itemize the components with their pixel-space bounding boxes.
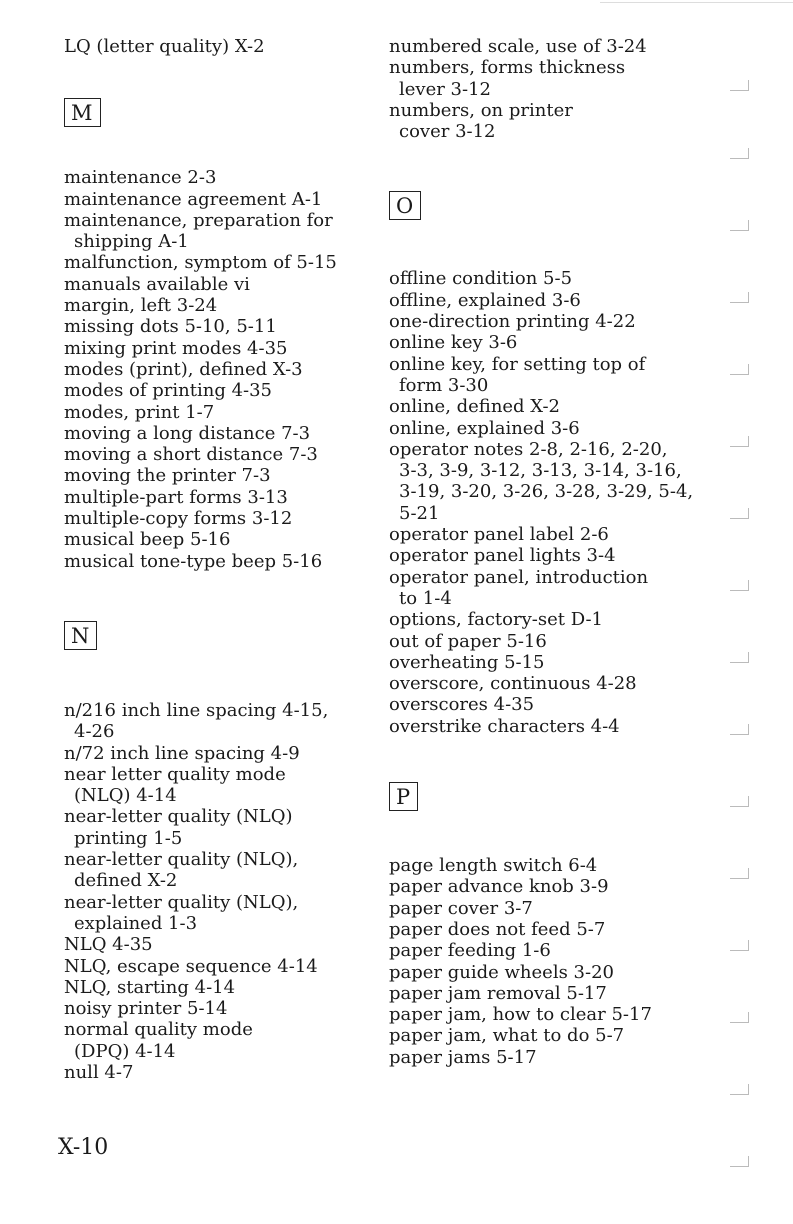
index-entry: numbers, on printer xyxy=(389,99,573,121)
index-entry: overstrike characters 4-4 xyxy=(389,715,620,737)
index-entry: page length switch 6-4 xyxy=(389,855,598,877)
section-heading-o: O xyxy=(389,191,421,220)
index-entry: paper feeding 1-6 xyxy=(389,940,551,962)
index-entry: margin, left 3-24 xyxy=(64,295,218,317)
right-column xyxy=(389,36,694,1068)
left-column xyxy=(64,36,364,1083)
index-entry: paper jams 5-17 xyxy=(389,1046,537,1068)
index-entry: near-letter quality (NLQ) xyxy=(64,806,293,828)
index-entry: overscores 4-35 xyxy=(389,694,535,716)
index-entry: maintenance, preparation for xyxy=(64,209,333,231)
index-entry: moving the printer 7-3 xyxy=(64,465,271,487)
index-entry: online key, for setting top of xyxy=(389,353,646,375)
index-entry-continuation: 3-3, 3-9, 3-12, 3-13, 3-14, 3-16, xyxy=(399,460,682,482)
index-entry: manuals available vi xyxy=(64,273,250,295)
index-entry: operator panel label 2-6 xyxy=(389,524,609,546)
index-entry: paper cover 3-7 xyxy=(389,897,533,919)
section-heading-m: M xyxy=(64,98,101,127)
index-entry-continuation: 4-26 xyxy=(74,721,115,743)
section-p-entries xyxy=(389,855,689,1068)
index-entry: mixing print modes 4-35 xyxy=(64,337,288,359)
index-entry: numbers, forms thickness xyxy=(389,57,626,79)
index-entry: musical tone-type beep 5-16 xyxy=(64,550,323,572)
index-entry: null 4-7 xyxy=(64,1061,134,1083)
index-entry: NLQ, escape sequence 4-14 xyxy=(64,955,318,977)
index-entry: maintenance 2-3 xyxy=(64,167,217,189)
index-entry-continuation: 3-19, 3-20, 3-26, 3-28, 3-29, 5-4, xyxy=(399,481,694,503)
page-edge-marks xyxy=(723,0,793,1224)
section-o-entries xyxy=(389,268,694,737)
index-entry: operator notes 2-8, 2-16, 2-20, xyxy=(389,438,668,460)
index-entry-continuation: 5-21 xyxy=(399,502,440,524)
index-entry: near-letter quality (NLQ), xyxy=(64,849,299,871)
index-entry-continuation: defined X-2 xyxy=(74,870,178,892)
index-entry: modes, print 1-7 xyxy=(64,401,215,423)
index-entry: normal quality mode xyxy=(64,1019,253,1041)
index-entry: numbered scale, use of 3-24 xyxy=(389,36,647,57)
index-entry: online, explained 3-6 xyxy=(389,417,580,439)
page-number: X-10 xyxy=(58,1135,109,1160)
index-entry-continuation: explained 1-3 xyxy=(74,912,198,934)
index-entry: moving a long distance 7-3 xyxy=(64,422,311,444)
section-n-continued xyxy=(389,36,689,142)
index-entry: n/72 inch line spacing 4-9 xyxy=(64,742,300,764)
index-entry: options, factory-set D-1 xyxy=(389,609,604,631)
index-entry: maintenance agreement A-1 xyxy=(64,188,323,210)
index-entry: moving a short distance 7-3 xyxy=(64,444,318,466)
section-o-heading-wrap xyxy=(389,142,689,268)
index-entry: operator panel, introduction xyxy=(389,566,649,588)
index-entry-continuation: printing 1-5 xyxy=(74,827,183,849)
index-entry: near-letter quality (NLQ), xyxy=(64,891,299,913)
index-entry-continuation: form 3-30 xyxy=(399,374,489,396)
index-entry: overscore, continuous 4-28 xyxy=(389,673,637,695)
index-entry: noisy printer 5-14 xyxy=(64,998,228,1020)
section-m-entries xyxy=(64,167,364,572)
index-entry: NLQ 4-35 xyxy=(64,934,153,956)
index-entry: paper jam, what to do 5-7 xyxy=(389,1025,625,1047)
index-entry: musical beep 5-16 xyxy=(64,529,231,551)
index-entry: paper guide wheels 3-20 xyxy=(389,961,614,983)
index-entry-continuation: (NLQ) 4-14 xyxy=(74,785,177,807)
index-entry-continuation: to 1-4 xyxy=(399,587,452,609)
index-entry: offline, explained 3-6 xyxy=(389,289,581,311)
section-n-entries xyxy=(64,700,364,1083)
index-entry: overheating 5-15 xyxy=(389,651,545,673)
index-entry: paper jam removal 5-17 xyxy=(389,982,607,1004)
index-entry: multiple-part forms 3-13 xyxy=(64,486,288,508)
index-entry: offline condition 5-5 xyxy=(389,268,573,290)
index-entry: multiple-copy forms 3-12 xyxy=(64,508,293,530)
index-entry: paper advance knob 3-9 xyxy=(389,876,609,898)
section-n-heading-wrap xyxy=(64,572,364,700)
index-entry: missing dots 5-10, 5-11 xyxy=(64,316,277,338)
index-entry: n/216 inch line spacing 4-15, xyxy=(64,699,329,721)
index-entry: online, defined X-2 xyxy=(389,396,561,418)
index-entry: out of paper 5-16 xyxy=(389,630,547,652)
index-entry-continuation: cover 3-12 xyxy=(399,121,496,143)
section-p-heading-wrap xyxy=(389,737,689,855)
index-entry: LQ (letter quality) X-2 xyxy=(64,36,265,57)
index-entry: modes (print), defined X-3 xyxy=(64,358,303,380)
section-m-heading-wrap xyxy=(64,57,364,167)
index-entry: one-direction printing 4-22 xyxy=(389,311,636,333)
index-entry: operator panel lights 3-4 xyxy=(389,545,616,567)
index-entry: paper does not feed 5-7 xyxy=(389,918,606,940)
index-entry: paper jam, how to clear 5-17 xyxy=(389,1004,652,1026)
index-entry-continuation: shipping A-1 xyxy=(74,231,189,253)
section-heading-n: N xyxy=(64,621,97,650)
index-entry-continuation: lever 3-12 xyxy=(399,78,491,100)
index-entry: malfunction, symptom of 5-15 xyxy=(64,252,337,274)
section-heading-p: P xyxy=(389,782,418,811)
index-entry: modes of printing 4-35 xyxy=(64,380,273,402)
index-entry: near letter quality mode xyxy=(64,763,286,785)
index-entry: online key 3-6 xyxy=(389,332,518,354)
index-entry-continuation: (DPQ) 4-14 xyxy=(74,1040,176,1062)
index-entry: NLQ, starting 4-14 xyxy=(64,976,236,998)
